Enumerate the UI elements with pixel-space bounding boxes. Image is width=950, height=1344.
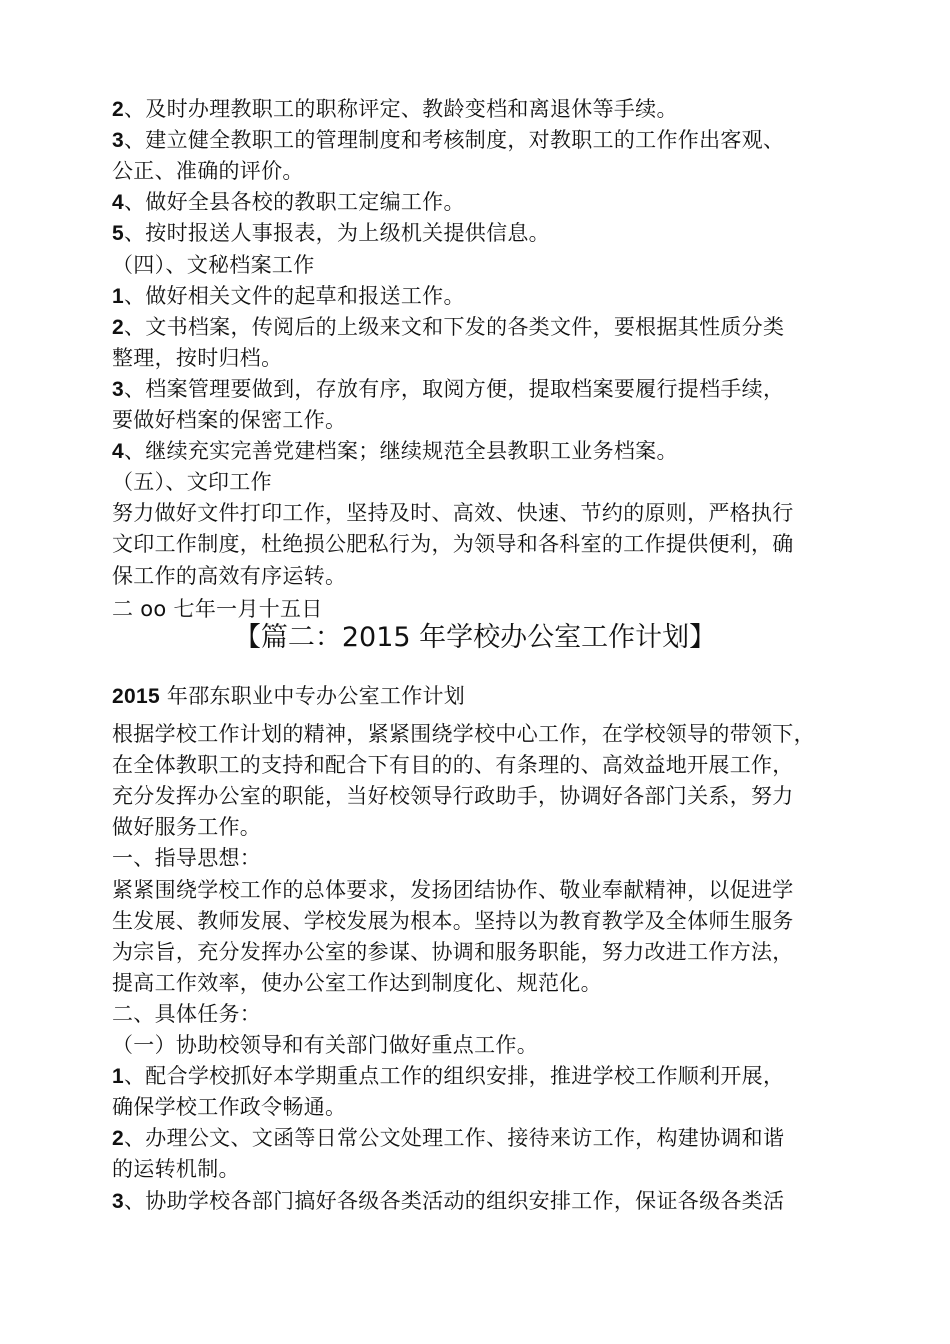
item-text: 要做好档案的保密工作。 [112,408,347,432]
item-number: 2 [112,1127,124,1151]
text-line [112,94,678,125]
text-line [112,312,784,343]
item-text: 、文书档案，传阅后的上级来文和下发的各类文件，要根据其性质分类 [123,314,785,339]
item-text: 、协助学校各部门搞好各级各类活动的组织安排工作，保证各级各类活 [123,1188,785,1213]
item-text: 、继续充实完善党建档案；继续规范全县教职工业务档案。 [123,439,678,464]
item-text: 生发展、教师发展、学校发展为根本。坚持以为教育教学及全体师生服务 [112,908,794,933]
item-number: 3 [112,377,124,401]
item-number: 4 [112,191,124,215]
text-line [112,1186,784,1217]
item-text: 、做好相关文件的起草和报送工作。 [123,283,465,308]
text-line [112,529,794,559]
subtitle-year: 2015 [112,685,160,708]
text-line [112,436,678,467]
text-line [112,1092,346,1122]
item-number: 3 [112,129,124,153]
item-text: 二、具体任务： [112,1001,262,1026]
text-line [112,1123,784,1154]
item-text: 紧紧围绕学校工作的总体要求，发扬团结协作、敬业奉献精神，以促进学 [112,877,794,902]
text-line [112,1154,240,1184]
text-line [112,498,794,528]
item-text: 做好服务工作。 [112,815,262,840]
item-number: 1 [112,284,124,308]
text-line [112,405,346,435]
item-text: 提高工作效率，使办公室工作达到制度化、规范化。 [112,970,602,995]
item-text: 努力做好文件打印工作，坚持及时、高效、快速、节约的原则，严格执行 [112,501,794,526]
text-line [112,281,465,312]
item-text: 充分发挥办公室的职能，当好校领导行政助手，协调好各部门关系，努力 [112,784,794,809]
text-line [112,218,550,249]
text-line [112,750,794,780]
item-text: 、配合学校抓好本学期重点工作的组织安排，推进学校工作顺利开展， [123,1064,785,1089]
item-text: 公正、准确的评价。 [112,159,304,184]
item-text: 保工作的高效有序运转。 [112,563,347,588]
item-text: 、做好全县各校的教职工定编工作。 [123,190,465,215]
text-line [112,343,282,373]
item-text: 、档案管理要做到，存放有序，取阅方便，提取档案要履行提档手续， [123,376,785,401]
article-heading: 【篇二：2015 年学校办公室工作计划】 [233,622,717,653]
text-line [112,187,465,218]
item-number: 3 [112,1189,124,1213]
item-text: 文印工作制度，杜绝损公肥私行为，为领导和各科室的工作提供便利，确 [112,532,794,557]
item-number: 2 [112,98,124,121]
item-text: 根据学校工作计划的精神，紧紧围绕学校中心工作，在学校领导的带领下， [112,722,815,746]
text-line [112,968,602,998]
item-text: 在全体教职工的支持和配合下有目的的、有条理的、高效益地开展工作， [112,753,794,778]
text-line [112,719,815,749]
text-line [112,875,794,905]
item-text: 、建立健全教职工的管理制度和考核制度，对教职工的工作作出客观、 [123,128,785,153]
text-line [112,250,315,280]
item-text: 的运转机制。 [112,1157,240,1182]
item-text: 整理，按时归档。 [112,345,283,370]
text-line [112,937,794,967]
item-number: 2 [112,315,124,339]
text-line [112,781,794,811]
item-number: 1 [112,1065,124,1089]
text-line [112,125,784,156]
item-text: （一）协助校领导和有关部门做好重点工作。 [112,1033,538,1057]
article-subtitle [112,681,465,712]
item-number: 4 [112,440,124,464]
item-text: 为宗旨，充分发挥办公室的参谋、协调和服务职能，努力改进工作方法， [112,939,794,964]
text-line [112,467,272,497]
text-line [112,999,261,1029]
text-line [112,843,261,873]
text-line [112,906,794,936]
item-text: （五）、文印工作 [112,470,272,495]
item-number: 5 [112,222,124,246]
text-line [112,812,261,842]
date-line: 二 oo 七年一月十五日 [112,597,323,621]
text-line [112,561,346,591]
item-text: 、按时报送人事报表，为上级机关提供信息。 [123,221,550,246]
item-text: 确保学校工作政令畅通。 [112,1095,347,1120]
text-line [112,1061,784,1092]
text-line [112,1030,538,1060]
subtitle-text: 年邵东职业中专办公室工作计划 [159,684,466,708]
text-line [112,156,304,186]
text-line [112,374,784,405]
item-text: 、办理公文、文函等日常公文处理工作、接待来访工作，构建协调和谐 [123,1126,785,1151]
item-text: 一、指导思想： [112,846,262,871]
item-text: 、及时办理教职工的职称评定、教龄变档和离退休等手续。 [123,97,678,121]
item-text: （四）、文秘档案工作 [112,252,315,277]
